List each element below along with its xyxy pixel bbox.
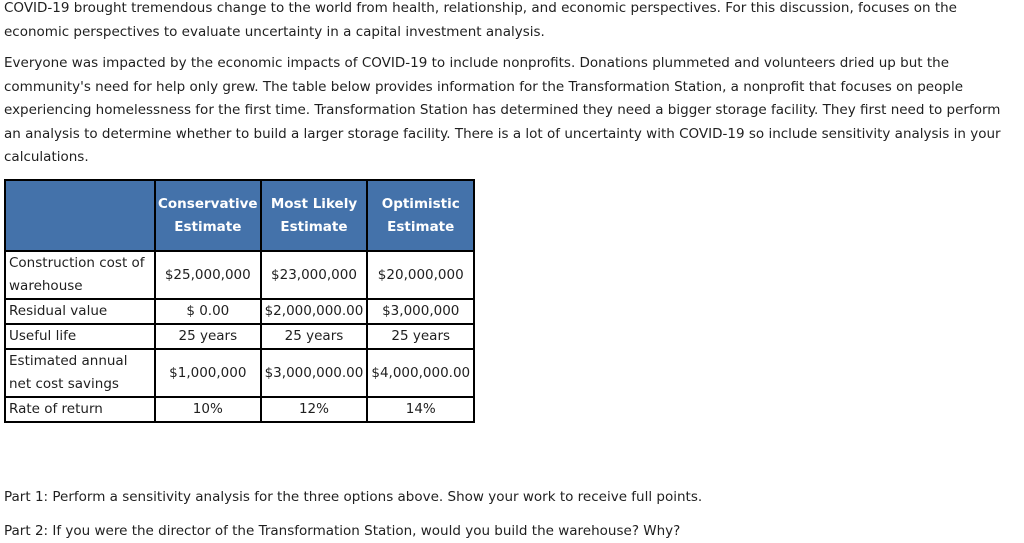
table-row (5, 324, 474, 349)
cell-optimistic: $4,000,000.00 (367, 349, 474, 397)
table-row (5, 397, 474, 422)
cell-most-likely: 12% (261, 397, 368, 422)
row-label: Rate of return (5, 397, 155, 422)
cell-optimistic: 14% (367, 397, 474, 422)
cell-most-likely: $23,000,000 (261, 251, 368, 299)
cell-most-likely: $3,000,000.00 (261, 349, 368, 397)
cell-optimistic: 25 years (367, 324, 474, 349)
part-1-prompt: Part 1: Perform a sensitivity analysis for the three options above. Show your work to receive full points. (4, 489, 703, 505)
cell-most-likely: $2,000,000.00 (261, 299, 368, 324)
cell-conservative: $1,000,000 (155, 349, 261, 397)
header-most-likely: Most Likely Estimate (261, 180, 368, 251)
table-row (5, 251, 474, 299)
part-2-prompt: Part 2: If you were the director of the Transformation Station, would you build the warehouse? Why? (4, 523, 681, 539)
header-optimistic: Optimistic Estimate (367, 180, 474, 251)
cell-conservative: $ 0.00 (155, 299, 261, 324)
table-row (5, 349, 474, 397)
cell-optimistic: $20,000,000 (367, 251, 474, 299)
cell-optimistic: $3,000,000 (367, 299, 474, 324)
row-label: Residual value (5, 299, 155, 324)
estimates-table (4, 179, 475, 423)
row-label: Construction cost of warehouse (5, 251, 155, 299)
cell-most-likely: 25 years (261, 324, 368, 349)
cell-conservative: 25 years (155, 324, 261, 349)
header-conservative: Conservative Estimate (155, 180, 261, 251)
intro-paragraph: COVID-19 brought tremendous change to the world from health, relationship, and economic perspectives. For this discussion, focuses on the economic perspectives to evaluate uncertainty in a capital investment analysis. (4, 0, 957, 40)
cell-conservative: $25,000,000 (155, 251, 261, 299)
body-paragraph: Everyone was impacted by the economic impacts of COVID-19 to include nonprofits. Donations plummeted and volunteers dried up but the community's need for help only grew. The table below provides information for the Transformation Station, a nonprofit that focuses on people experiencing homelessness for the first time. Transformation Station has determined they need a bigger storage facility. They first need to perform an analysis to determine whether to build a larger storage facility. There is a lot of uncertainty with COVID-19 so include sensitivity analysis in your calculations. (4, 55, 1001, 165)
row-label: Useful life (5, 324, 155, 349)
header-blank-cell (5, 180, 155, 251)
table-row (5, 299, 474, 324)
row-label: Estimated annual net cost savings (5, 349, 155, 397)
table-header-row (5, 180, 474, 251)
cell-conservative: 10% (155, 397, 261, 422)
